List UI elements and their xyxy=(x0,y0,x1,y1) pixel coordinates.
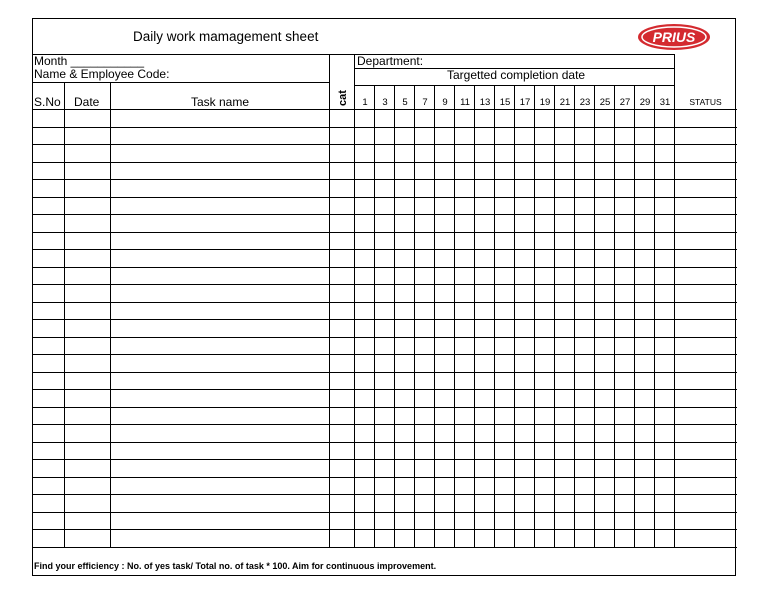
sheet-title: Daily work mamagement sheet xyxy=(133,29,319,44)
day-header-13: 13 xyxy=(479,97,491,108)
efficiency-note: Find your efficiency : No. of yes task/ Total no. of task * 100. Aim for continuous improvement. xyxy=(34,561,437,571)
task-name-header: Task name xyxy=(191,95,250,109)
day-header-31: 31 xyxy=(659,97,671,108)
logo-text: PRIUS xyxy=(652,29,696,45)
day-header-19: 19 xyxy=(539,97,551,108)
day-header-21: 21 xyxy=(559,97,571,108)
day-header-3: 3 xyxy=(382,97,388,108)
day-header-27: 27 xyxy=(619,97,631,108)
day-header-1: 1 xyxy=(362,97,368,108)
sno-header: S.No xyxy=(34,95,61,109)
day-header-17: 17 xyxy=(519,97,531,108)
day-header-15: 15 xyxy=(499,97,511,108)
prius-logo xyxy=(636,23,712,51)
work-sheet xyxy=(32,18,736,576)
day-header-25: 25 xyxy=(599,97,611,108)
cat-header: cat xyxy=(337,90,349,106)
date-header: Date xyxy=(74,95,100,109)
day-header-29: 29 xyxy=(639,97,651,108)
department-label: Department: xyxy=(357,54,424,68)
day-header-5: 5 xyxy=(402,97,408,108)
targetted-date-label: Targetted completion date xyxy=(447,68,586,82)
name-employee-label: Name & Employee Code: xyxy=(34,67,170,81)
day-header-7: 7 xyxy=(422,97,428,108)
day-header-9: 9 xyxy=(442,97,448,108)
day-header-11: 11 xyxy=(460,97,470,108)
month-label: Month ___________ xyxy=(34,54,145,68)
day-header-23: 23 xyxy=(579,97,591,108)
status-header: STATUS xyxy=(689,97,722,107)
